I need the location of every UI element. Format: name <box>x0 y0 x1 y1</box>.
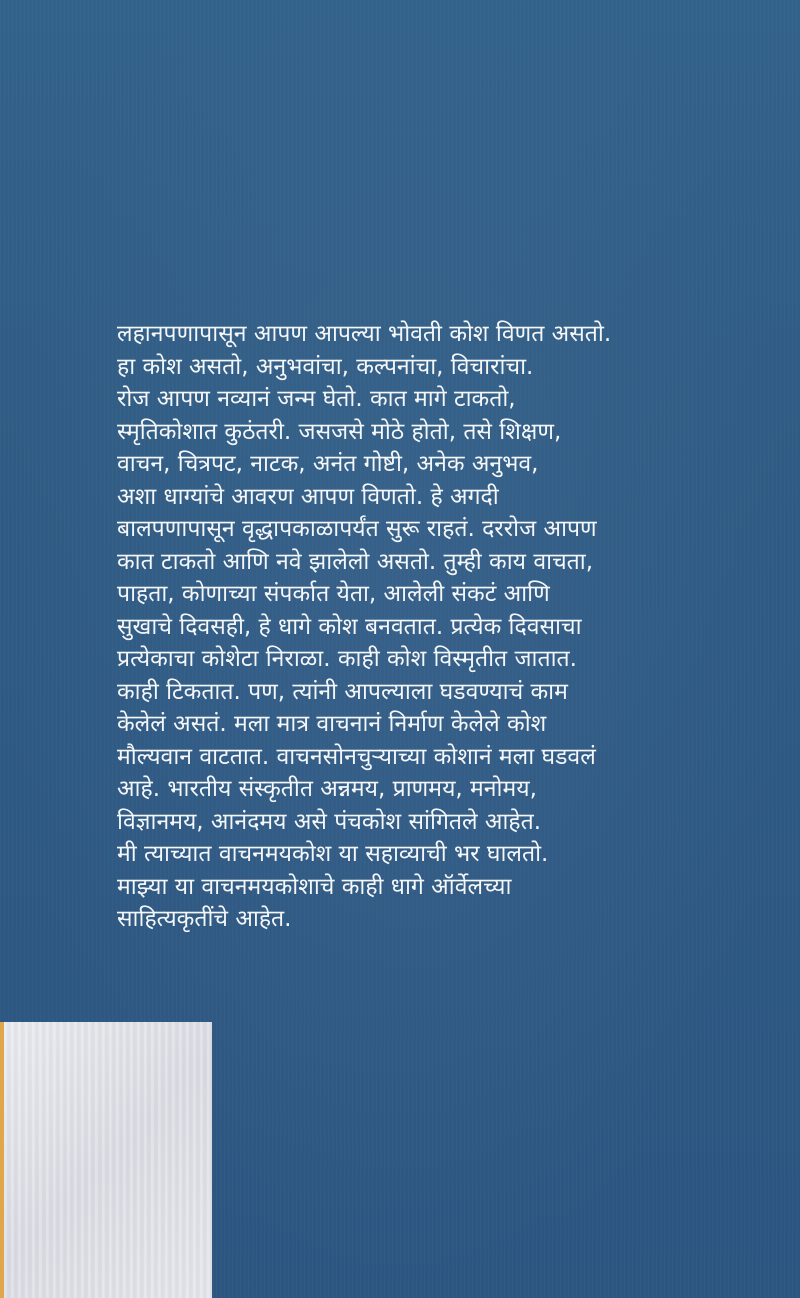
blurb-line: वाचन, चित्रपट, नाटक, अनंत गोष्टी, अनेक अनुभव, <box>117 451 539 477</box>
blurb-line: रोज आपण नव्यानं जन्म घेतो. कात मागे टाकतो, <box>117 386 516 412</box>
blurb-line: प्रत्येकाचा कोशेटा निराळा. काही कोश विस्मृतीत जातात. <box>117 646 577 672</box>
blurb-line: कात टाकतो आणि नवे झालेलो असतो. तुम्ही काय वाचता, <box>117 548 594 575</box>
blurb-line: हा कोश असतो, अनुभवांचा, कल्पनांचा, विचारांचा. <box>117 353 534 380</box>
blurb-line: मौल्यवान वाटतात. वाचनसोनचुऱ्याच्या कोशानं मला घडवलं <box>117 743 596 770</box>
blurb-line: मी त्याच्यात वाचनमयकोश या सहाव्याची भर घालतो. <box>117 841 549 867</box>
blurb-line: विज्ञानमय, आनंदमय असे पंचकोश सांगितले आहेत. <box>117 808 542 835</box>
blurb-line: साहित्यकृतींचे आहेत. <box>117 906 292 932</box>
blurb-line: बालपणापासून वृद्धापकाळापर्यंत सुरू राहतं. दररोज आपण <box>117 516 597 542</box>
blurb-line: अशा धाग्यांचे आवरण आपण विणतो. हे अगदी <box>117 483 499 510</box>
barcode-sticker-blank <box>0 1022 212 1298</box>
blurb-line: लहानपणापासून आपण आपल्या भोवती कोश विणत असतो. <box>117 321 612 347</box>
blurb-text <box>117 318 797 936</box>
blurb-line: पाहता, कोणाच्या संपर्कात येता, आलेली संकटं आणि <box>117 581 550 607</box>
blurb-line: केलेलं असतं. मला मात्र वाचनानं निर्माण केलेले कोश <box>117 711 547 737</box>
blurb-line: काही टिकतात. पण, त्यांनी आपल्याला घडवण्याचं काम <box>117 678 568 705</box>
blurb-line: माझ्या या वाचनमयकोशाचे काही धागे ऑर्वेलच्या <box>117 873 512 900</box>
blurb-line: आहे. भारतीय संस्कृतीत अन्नमय, प्राणमय, मनोमय, <box>117 776 537 802</box>
blurb-line: स्मृतिकोशात कुठंतरी. जसजसे मोठे होतो, तसे शिक्षण, <box>117 418 562 445</box>
blurb-line: सुखाचे दिवसही, हे धागे कोश बनवतात. प्रत्येक दिवसाचा <box>117 613 582 640</box>
